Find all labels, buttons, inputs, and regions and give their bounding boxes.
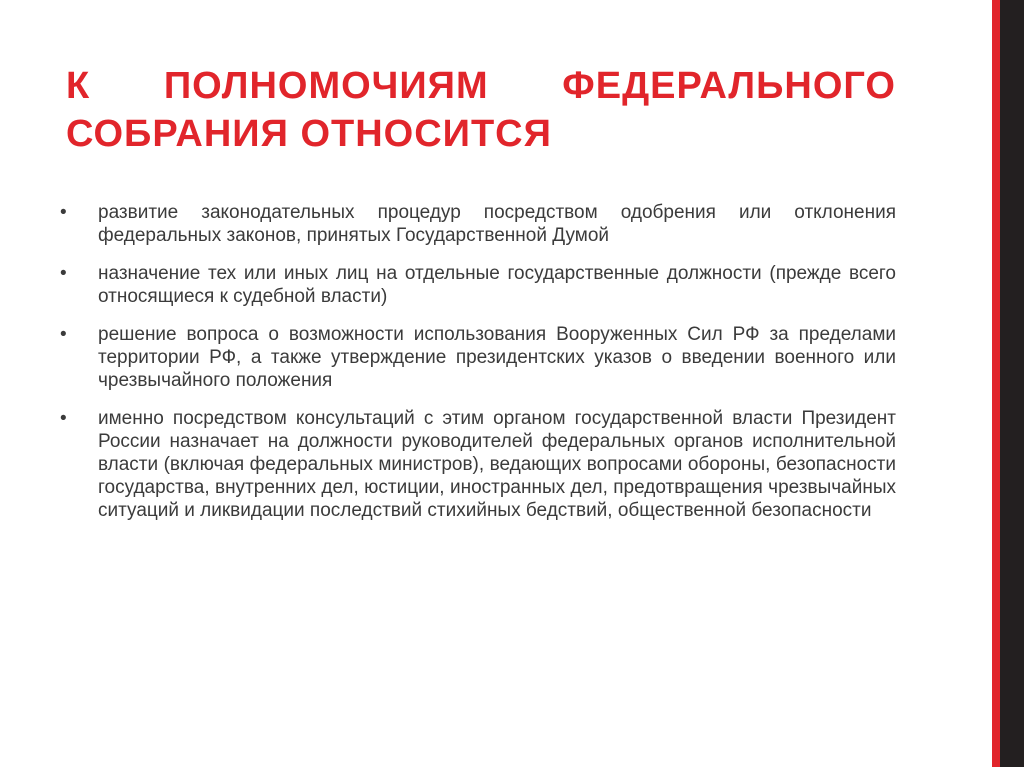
red-stripe (992, 0, 1000, 767)
list-item (60, 201, 896, 247)
bullet-point: • (60, 408, 67, 429)
list-item (60, 323, 896, 392)
black-stripe (1000, 0, 1024, 767)
slide-title-line-1: К ПОЛНОМОЧИЯМ ФЕДЕРАЛЬНОГО (66, 65, 896, 107)
bullet-list (60, 201, 896, 537)
bullet-point: • (60, 263, 67, 284)
list-item (60, 407, 896, 522)
bullet-point: • (60, 202, 67, 223)
list-item-text: назначение тех или иных лиц на отдельные государственные должности (прежде всего относящиеся к судебной власти) (98, 263, 896, 307)
slide-title-line-2: СОБРАНИЯ ОТНОСИТСЯ (66, 113, 552, 155)
list-item-text: именно посредством консультаций с этим органом государственной власти Президент России назначает на должности руководителей федеральных органов исполнительной власти (включая федеральных министров), ведающих вопросами обороны, безопасности государства, внутренних дел, юстиции, иностранных дел, предотвращения чрезвычайных ситуаций и ликвидации последствий стихийных бедствий, общественной безопасности (98, 408, 896, 521)
list-item-text: решение вопроса о возможности использования Вооруженных Сил РФ за пределами территории РФ, а также утверждение президентских указов о введении военного или чрезвычайного положения (98, 324, 896, 391)
slide-title (66, 62, 896, 158)
list-item-text: развитие законодательных процедур посредством одобрения или отклонения федеральных законов, принятых Государственной Думой (98, 202, 896, 246)
list-item (60, 262, 896, 308)
bullet-point: • (60, 324, 67, 345)
decorative-side-band (1000, 0, 1024, 767)
